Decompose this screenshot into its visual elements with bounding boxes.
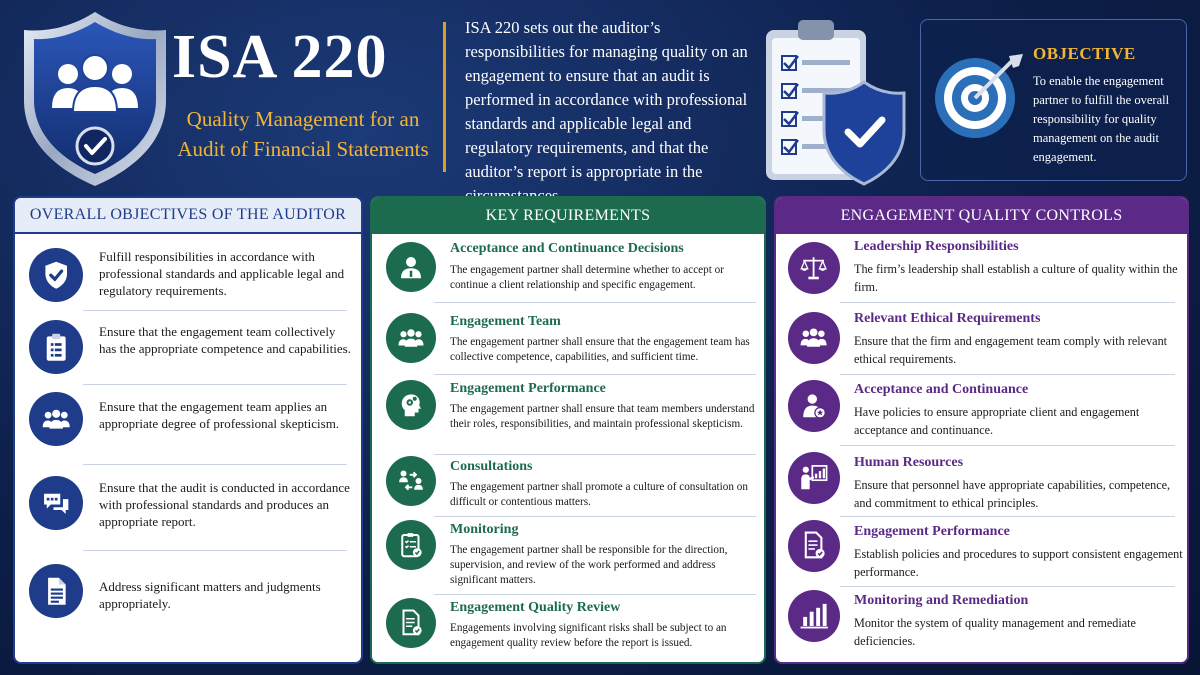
row-divider xyxy=(83,550,347,551)
row-divider xyxy=(840,586,1175,587)
requirement-title: Engagement Team xyxy=(450,314,561,329)
requirement-title: Consultations xyxy=(450,459,533,474)
panel-heading: OVERALL OBJECTIVES OF THE AUDITOR xyxy=(15,198,361,234)
objective-item-text: Ensure that the audit is conducted in accordance with professional standards and produces an appropriate report. xyxy=(99,480,350,529)
row-divider xyxy=(434,516,756,517)
person-star-icon xyxy=(788,380,840,432)
target-icon xyxy=(931,46,1027,142)
objective-item-text: Ensure that the engagement team collectively has the appropriate competence and capabilities. xyxy=(99,324,351,356)
control-text: Establish policies and procedures to support consistent engagement performance. xyxy=(854,547,1183,579)
objective-item-text: Fulfill responsibilities in accordance with professional standards and applicable legal and regulatory requirements. xyxy=(99,249,345,298)
panel-heading: KEY REQUIREMENTS xyxy=(372,198,764,234)
row-divider xyxy=(83,464,347,465)
row-divider xyxy=(840,374,1175,375)
row-divider xyxy=(434,594,756,595)
team-icon xyxy=(29,392,83,446)
requirement-text: The engagement partner shall determine whether to accept or continue a client relationship and specific engagement. xyxy=(450,264,724,291)
control-text: Ensure that the firm and engagement team comply with relevant ethical requirements. xyxy=(854,334,1168,366)
page-title: ISA 220 xyxy=(172,23,388,91)
requirement-text: The engagement partner shall be responsible for the direction, supervision, and review of the work performed and address significant matters. xyxy=(450,544,728,586)
row-divider xyxy=(840,516,1175,517)
row-divider xyxy=(840,445,1175,446)
clipboard-check-icon xyxy=(386,520,436,570)
control-title: Monitoring and Remediation xyxy=(854,593,1029,608)
key-requirements-panel xyxy=(370,196,766,664)
requirement-text: The engagement partner shall ensure that the engagement team has collective competence, capabilities, and sufficient time. xyxy=(450,336,750,363)
control-title: Human Resources xyxy=(854,455,964,470)
document-check-icon xyxy=(788,520,840,572)
row-divider xyxy=(840,302,1175,303)
presenter-chart-icon xyxy=(788,452,840,504)
head-gears-icon xyxy=(386,380,436,430)
intro-text: ISA 220 sets out the auditor’s responsibilities for managing quality on an engagement to ensure that an audit is performed in accordance with professional standards and applicable legal and regulatory requirements, and that the auditor’s report is appropriate in the xyxy=(465,18,748,181)
control-text: The firm’s leadership shall establish a culture of quality within the firm. xyxy=(854,262,1178,294)
scales-icon xyxy=(788,242,840,294)
objective-title: OBJECTIVE xyxy=(1033,44,1136,63)
objective-text: To enable the engagement partner to fulfill the overall responsibility for quality management on the audit engagement. xyxy=(1033,74,1170,164)
requirement-title: Monitoring xyxy=(450,522,519,537)
requirement-title: Engagement Quality Review xyxy=(450,600,621,615)
bar-chart-icon xyxy=(788,590,840,642)
objective-item-text: Ensure that the engagement team applies an appropriate degree of professional skepticism. xyxy=(99,399,340,431)
row-divider xyxy=(434,374,756,375)
control-title: Relevant Ethical Requirements xyxy=(854,311,1041,326)
row-divider xyxy=(434,302,756,303)
clipboard-shield-icon xyxy=(760,12,910,192)
control-text: Ensure that personnel have appropriate capabilities, competence, and commitment to ethical principles. xyxy=(854,478,1171,510)
shield-team-icon xyxy=(20,8,170,190)
team-icon xyxy=(386,313,436,363)
requirement-title: Acceptance and Continuance Decisions xyxy=(450,241,684,256)
document-check-icon xyxy=(386,598,436,648)
page-subtitle: Quality Management for an Audit of Financial Statements xyxy=(177,107,429,161)
chat-bubbles-icon xyxy=(29,476,83,530)
shield-check-icon xyxy=(29,248,83,302)
person-badge-icon xyxy=(386,242,436,292)
auditor-objectives-panel xyxy=(13,196,363,664)
control-title: Leadership Responsibilities xyxy=(854,239,1019,254)
document-icon xyxy=(29,564,83,618)
requirement-text: Engagements involving significant risks shall be subject to an engagement quality review before the report is issued. xyxy=(450,622,727,649)
control-title: Acceptance and Continuance xyxy=(854,382,1029,397)
requirement-title: Engagement Performance xyxy=(450,381,606,396)
control-text: Monitor the system of quality management and remediate deficiencies. xyxy=(854,616,1136,648)
objective-item-text: Address significant matters and judgments appropriately. xyxy=(99,579,321,611)
panel-heading: ENGAGEMENT QUALITY CONTROLS xyxy=(776,198,1187,234)
team-icon xyxy=(788,312,840,364)
requirement-text: The engagement partner shall promote a culture of consultation on difficult or contentious matters. xyxy=(450,481,748,508)
objective-box xyxy=(920,19,1187,181)
row-divider xyxy=(83,384,347,385)
control-text: Have policies to ensure appropriate client and engagement acceptance and continuance. xyxy=(854,405,1140,437)
header-divider xyxy=(443,22,446,172)
requirement-text: The engagement partner shall ensure that team members understand their roles, responsibilities, and maintain professional skepticism. xyxy=(450,403,755,430)
row-divider xyxy=(434,454,756,455)
control-title: Engagement Performance xyxy=(854,524,1010,539)
row-divider xyxy=(83,310,347,311)
consultation-icon xyxy=(386,456,436,506)
quality-controls-panel xyxy=(774,196,1189,664)
clipboard-list-icon xyxy=(29,320,83,374)
